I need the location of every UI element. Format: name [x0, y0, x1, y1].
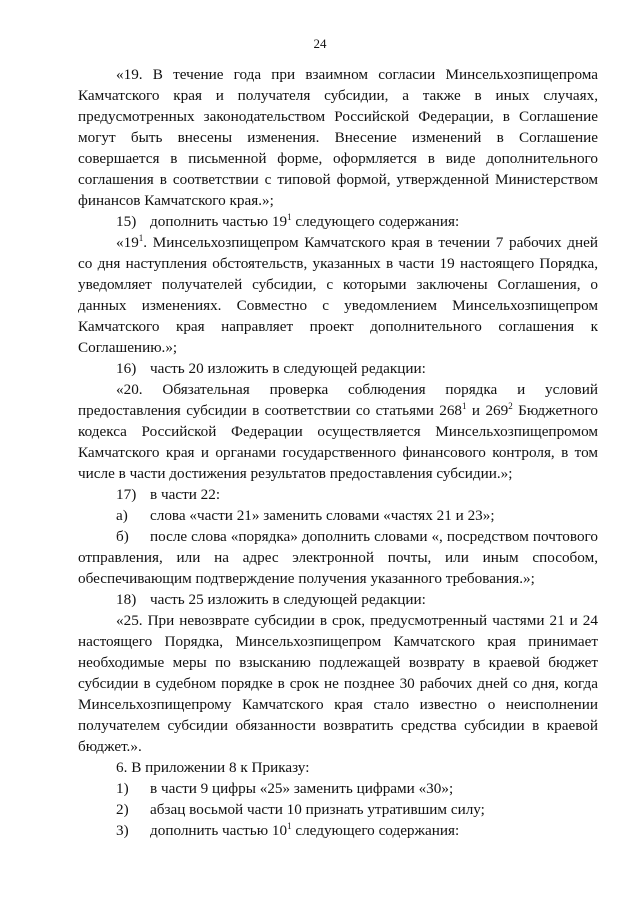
superscript: 1 — [138, 233, 144, 243]
item-number: 17) — [116, 486, 137, 503]
list-item-6-1 — [78, 778, 598, 799]
paragraph-19: «19. В течение года при взаимном согласии Минсельхозпищепрома Камчатского края и получателя субсидии, а также в иных случаях, предусмотренных законодательством Российской Федерации, в Соглашение могут быть внесены изменения. Внесение изменений в Соглашение совершается в письменной форме, оформляется в виде дополнительного соглашения в соответствии с типовой формой, утвержденной Министерством финансов Камчатского края.»; — [78, 66, 598, 209]
paragraph-19-1: «$19^1$. Минсельхозпищепром Камчатского края в течении 7 рабочих дней со дня наступления обстоятельств, указанных в части 19 настоящего Порядка, уведомляет получателей субсидии, с которыми заключены Соглашения, о данных изменениях. Совместно с уведомлением Минсельхозпищепром Камчатского края направляет проект дополнительного соглашения к Соглашению.»; — [78, 233, 598, 356]
item-text: после слова «порядка» дополнить словами «, посредством почтового отправления, или на адрес электронной почты, или иным способом, обеспечивающим подтверждение получения указанного требования.»; — [78, 528, 598, 587]
item-text: абзац восьмой части 10 признать утратившим силу; — [150, 801, 485, 818]
paragraph-25: «25. При невозврате субсидии в срок, предусмотренный частями 21 и 24 настоящего Порядка, Минсельхозпищепром Камчатского края принимает необходимые меры по взысканию подлежащей возврату в краевой бюджет субсидии в судебном порядке в срок не позднее 30 рабочих дней со дня, когда Минсельхозпищепрому Камчатского края стало известно о неисполнении получателем субсидии обязанности возвратить средства субсидии в краевой бюджет.». — [78, 612, 598, 755]
list-item-6-2 — [78, 799, 598, 820]
item-text: дополнить частью $10^1$ следующего содержания: — [150, 821, 460, 839]
item-number: 1) — [116, 780, 129, 797]
item-text: слова «части 21» заменить словами «частях 21 и 23»; — [150, 507, 495, 524]
item-number: 16) — [116, 360, 137, 377]
item-text: часть 20 изложить в следующей редакции: — [150, 360, 426, 377]
item-number: 18) — [116, 591, 137, 608]
list-item-15 — [78, 211, 598, 232]
item-text: дополнить частью $19^1$ следующего содержания: — [150, 212, 460, 230]
paragraph-20: «20. Обязательная проверка соблюдения порядка и условий предоставления субсидии в соответствии со статьями $268^1$ и $269^2$ Бюджетного кодекса Российской Федерации осуществляется Минсельхозпищепромом Камчатского края и органами государственного финансового контроля, в том числе в части достижения результатов предоставления субсидии.»; — [78, 381, 598, 482]
item-text: в части 22: — [150, 486, 221, 503]
item-text: часть 25 изложить в следующей редакции: — [150, 591, 426, 608]
superscript: 1 — [462, 401, 467, 411]
list-item-6-3 — [78, 820, 598, 841]
item-number: 3) — [116, 822, 129, 839]
document-body — [78, 64, 598, 841]
section-6-heading: 6. В приложении 8 к Приказу: — [116, 759, 310, 776]
page-number: 24 — [313, 36, 327, 51]
list-item-18 — [78, 589, 598, 610]
item-number: 2) — [116, 801, 129, 818]
item-number: 15) — [116, 213, 137, 230]
item-number: а) — [116, 507, 128, 524]
list-item-17b — [78, 526, 598, 589]
item-text: в части 9 цифры «25» заменить цифрами «30»; — [150, 780, 454, 797]
list-item-16 — [78, 358, 598, 379]
superscript: 1 — [287, 212, 292, 222]
item-number: б) — [116, 528, 129, 545]
superscript: 2 — [508, 401, 513, 411]
superscript: 1 — [287, 821, 292, 831]
list-item-17 — [78, 484, 598, 505]
list-item-17a — [78, 505, 598, 526]
